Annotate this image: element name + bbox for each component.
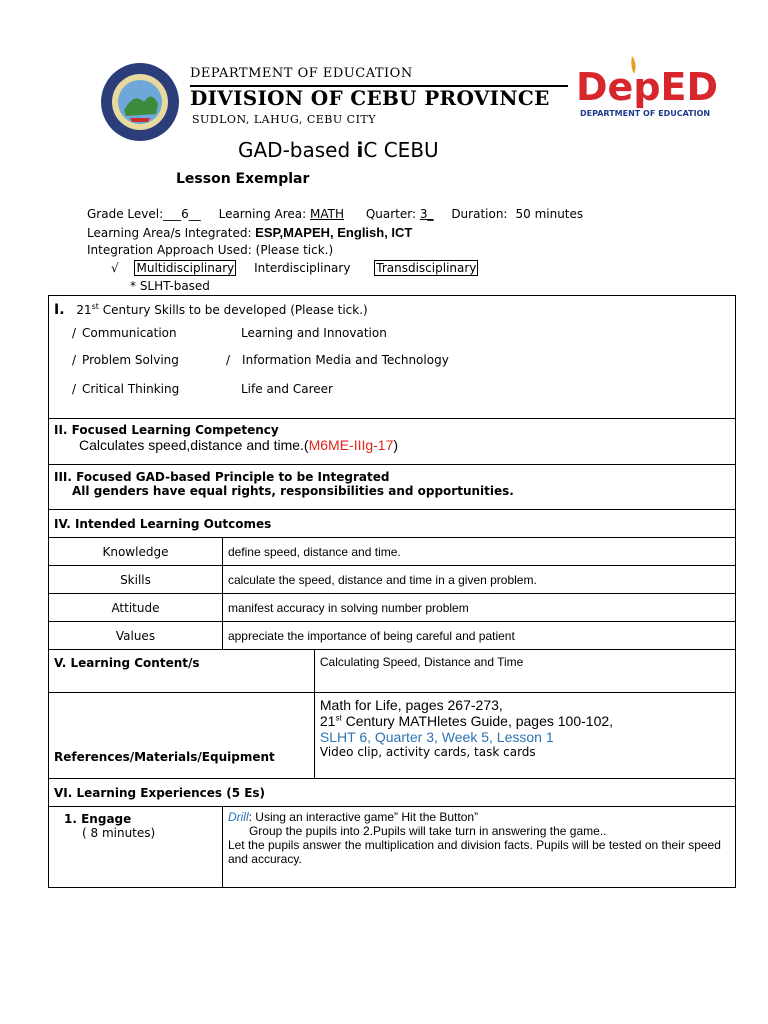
outcome-row [49, 594, 736, 622]
outcome-row [49, 538, 736, 566]
content-heading: V. Learning Content/s [49, 650, 315, 693]
outcome-value: calculate the speed, distance and time in a given problem. [222, 566, 735, 594]
skills-row [49, 296, 736, 419]
engage-label: 1. Engage [64, 812, 132, 826]
page-subtitle: Lesson Exemplar [176, 171, 310, 187]
content-row [49, 650, 736, 693]
approach-line: Integration Approach Used: (Please tick.) [87, 243, 334, 257]
department-name: DEPARTMENT OF EDUCATION [190, 66, 413, 81]
deped-logo-subtext: DEPARTMENT OF EDUCATION [580, 109, 711, 118]
experiences-heading: VI. Learning Experiences (5 Es) [49, 779, 736, 807]
competency-heading: II. Focused Learning Competency [54, 423, 279, 437]
multidisciplinary-option: Multidisciplinary [136, 261, 235, 275]
engage-row [49, 807, 736, 888]
skill-life-career: Life and Career [241, 382, 333, 396]
engage-time: ( 8 minutes) [82, 826, 156, 840]
skill-communication: / Communication [72, 326, 177, 340]
slht-note: * SLHT-based [130, 279, 210, 293]
experiences-heading-row [49, 779, 736, 807]
gad-heading: III. Focused GAD-based Principle to be Integrated [54, 470, 390, 484]
outcome-row [49, 566, 736, 594]
transdisciplinary-option: Transdisciplinary [376, 261, 477, 275]
cebu-province-seal [100, 62, 180, 142]
outcomes-heading: IV. Intended Learning Outcomes [49, 510, 736, 538]
outcome-label: Attitude [49, 594, 223, 622]
lesson-table [48, 295, 736, 888]
page-title: GAD-based iC CEBU [238, 138, 439, 162]
outcome-label: Knowledge [49, 538, 223, 566]
outcome-label: Skills [49, 566, 223, 594]
outcome-label: Values [49, 622, 223, 650]
approach-options: √ Multidisciplinary Interdisciplinary Transdisciplinary [111, 261, 477, 275]
engage-paragraph: Group the pupils into 2.Pupils will take turn in answering the game.. [248, 824, 607, 838]
outcome-row [49, 622, 736, 650]
gad-row [49, 465, 736, 510]
competency-row [49, 419, 736, 465]
outcome-value: appreciate the importance of being careful and patient [222, 622, 735, 650]
gad-principle: All genders have equal rights, responsibilities and opportunities. [72, 484, 514, 498]
references-row [49, 693, 736, 779]
content-value: Calculating Speed, Distance and Time [314, 650, 735, 693]
interdisciplinary-option: Interdisciplinary [254, 261, 351, 275]
reference-item: Video clip, activity cards, task cards [319, 745, 536, 759]
engage-paragraph: Let the pupils answer the multiplication and division facts. Pupils will be tested on their speed and accuracy. [227, 838, 721, 866]
deped-logo-text: DepED [576, 65, 719, 109]
reference-item: Math for Life, pages 267-273, [319, 697, 503, 713]
reference-item: SLHT 6, Quarter 3, Week 5, Lesson 1 [319, 729, 554, 745]
division-name: DIVISION OF CEBU PROVINCE [190, 86, 550, 110]
integrated-areas-line: Learning Area/s Integrated: ESP,MAPEH, English, ICT [87, 225, 413, 240]
skill-learning-innovation: Learning and Innovation [241, 326, 387, 340]
drill-line: Drill: Using an interactive game” Hit the Button” [227, 810, 479, 824]
division-address: SUDLON, LAHUG, CEBU CITY [192, 113, 377, 126]
skill-information-media: / Information Media and Technology [226, 353, 449, 367]
deped-logo [576, 52, 719, 122]
skills-heading: I. 21st Century Skills to be developed (Please tick.) [54, 302, 368, 318]
outcome-value: manifest accuracy in solving number problem [222, 594, 735, 622]
grade-level-line: Grade Level:___6__ Learning Area: MATH Quarter: 3_ Duration: 50 minutes [87, 207, 584, 221]
reference-item: 21st Century MATHletes Guide, pages 100-102, [319, 713, 614, 729]
references-heading: References/Materials/Equipment [49, 693, 315, 779]
skill-critical-thinking: / Critical Thinking [72, 382, 180, 396]
outcome-value: define speed, distance and time. [222, 538, 735, 566]
skill-problem-solving: / Problem Solving [72, 353, 179, 367]
outcomes-heading-row [49, 510, 736, 538]
competency-text: Calculates speed,distance and time.(M6ME-IIIg-17) [79, 437, 399, 453]
